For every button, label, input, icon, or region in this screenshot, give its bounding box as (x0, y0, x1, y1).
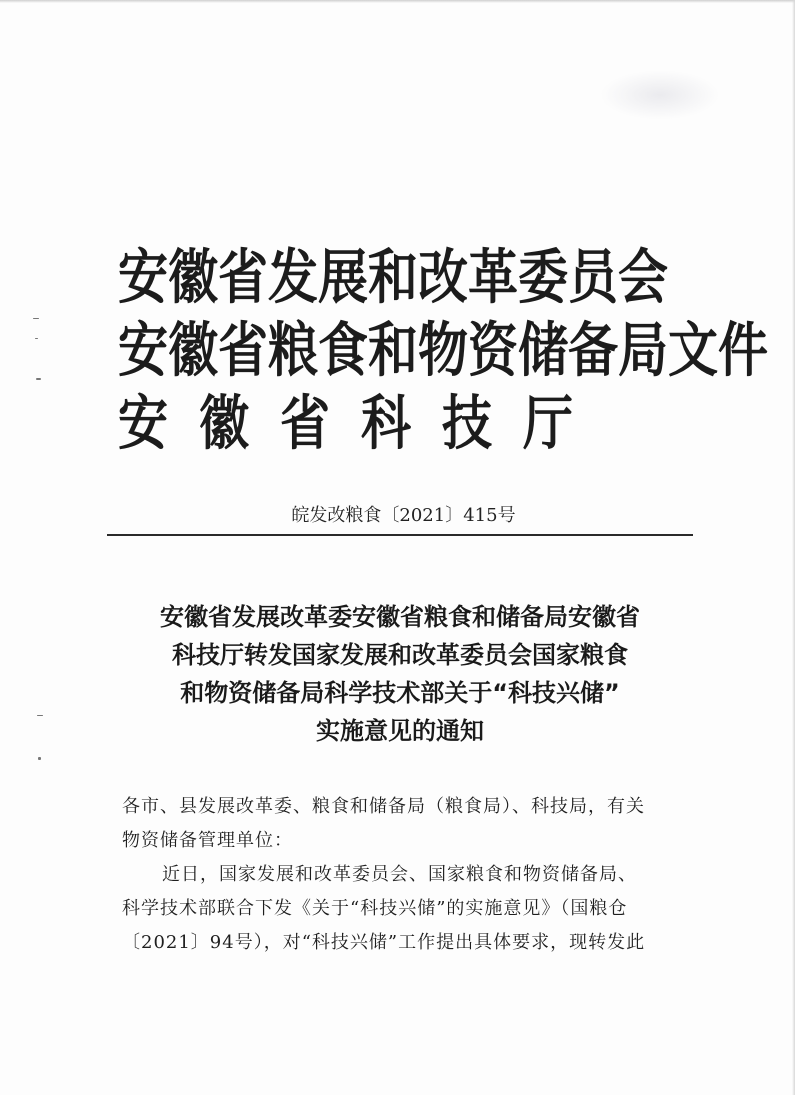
body-paragraph (122, 858, 687, 960)
header-divider (107, 534, 693, 536)
body-line: 近日，国家发展和改革委员会、国家粮食和物资储备局、 (162, 864, 637, 885)
addressee-paragraph (122, 790, 687, 858)
title-line: 和物资储备局科学技术部关于“科技兴储” (180, 679, 620, 707)
issuer-name-3: 安徽省科技厅 (118, 389, 604, 458)
body-line: 科学技术部联合下发《关于“科技兴储”的实施意见》（国粮仓 (122, 898, 628, 919)
scan-smudge (600, 70, 720, 120)
scan-speck (38, 757, 41, 760)
issuer-name-1: 安徽省发展和改革委员会 (118, 243, 668, 312)
addressee-line: 物资储备管理单位： (122, 830, 293, 851)
issuer-name-2: 安徽省粮食和物资储备局文件 (118, 316, 768, 385)
title-line: 实施意见的通知 (316, 717, 484, 745)
body-line: 〔2021〕94号），对“科技兴储”工作提出具体要求，现转发此 (122, 932, 646, 953)
scan-speck (33, 318, 39, 319)
scan-edge-top (0, 0, 795, 3)
scan-speck (35, 338, 38, 339)
title-line: 安徽省发展改革委安徽省粮食和储备局安徽省 (160, 603, 640, 631)
scan-speck (37, 715, 43, 716)
document-title (100, 598, 700, 750)
document-number: 皖发改粮食〔2021〕415号 (291, 505, 516, 526)
title-line: 科技厅转发国家发展和改革委员会国家粮食 (172, 641, 628, 669)
addressee-line: 各市、县发展改革委、粮食和储备局（粮食局）、科技局，有关 (122, 796, 645, 817)
scan-speck (36, 378, 41, 380)
